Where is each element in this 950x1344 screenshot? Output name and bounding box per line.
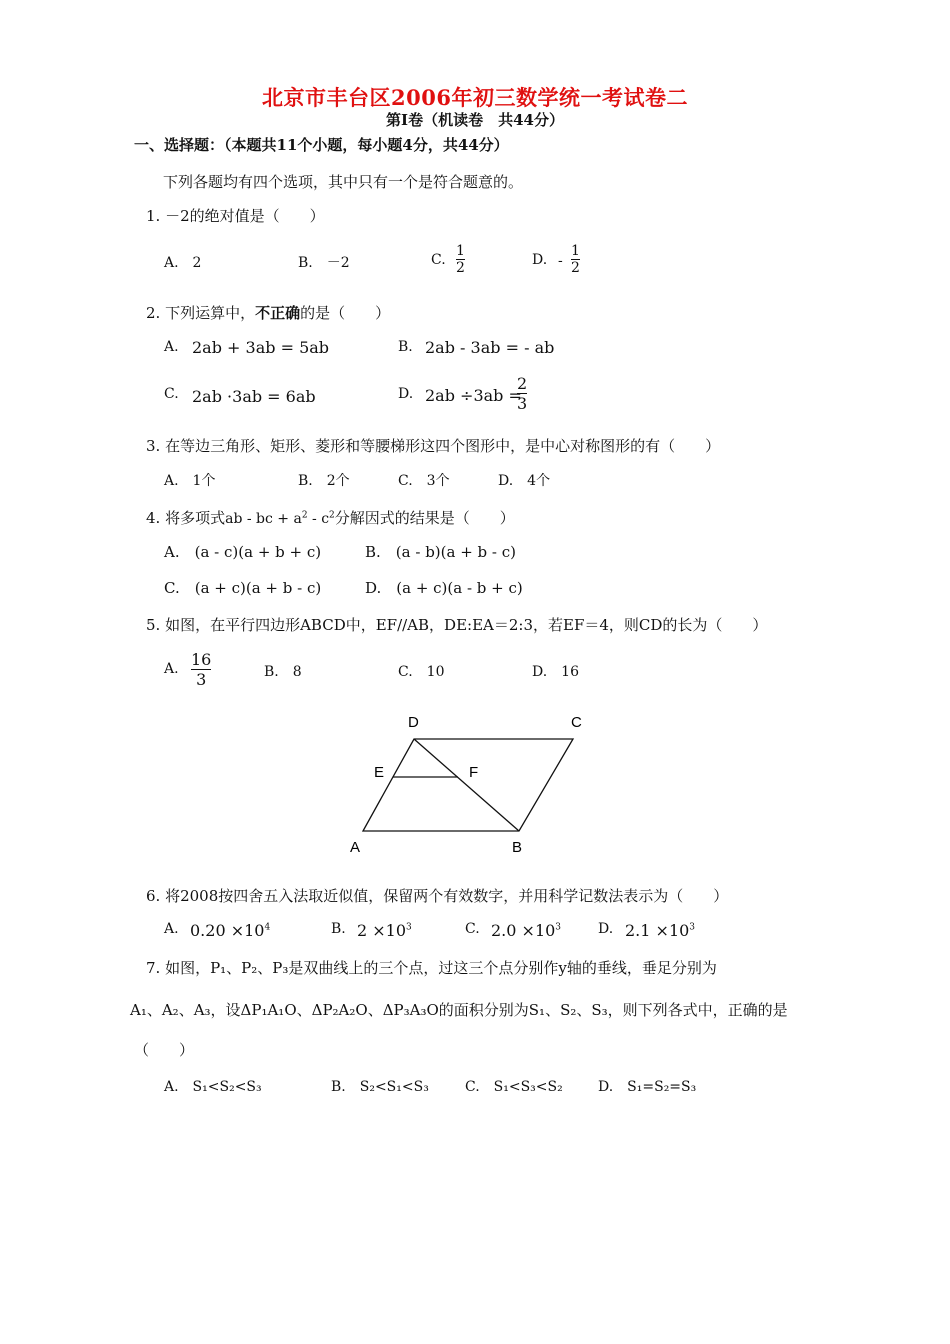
- q5-parallelogram-figure: [330, 700, 610, 870]
- q4-polynomial: ab - bc + $a^2 - c^2$: [225, 510, 335, 527]
- q7-stem-line3: （ ）: [134, 1041, 195, 1059]
- page-subtitle: 第Ⅰ卷（机读卷 共44分）: [386, 111, 564, 129]
- q5-stem: 5. 如图，在平行四边形ABCD中，EF//AB，DE:EA＝2:3，若EF＝4，则CD的长为（ ）: [146, 616, 768, 634]
- q4-option-b: B. (a - b)(a + b - c): [365, 543, 517, 561]
- q1-option-c-label: C.: [431, 252, 446, 268]
- fraction-numerator: 1: [456, 243, 465, 259]
- fraction-numerator: 1: [571, 243, 580, 259]
- q1-option-a: A. 2: [164, 255, 202, 271]
- q6-b-exponent: 3: [406, 922, 412, 933]
- q1-option-b: B. －2: [298, 255, 350, 271]
- q2-stem: [146, 302, 390, 323]
- q7-option-a: A. S₁<S₂<S₃: [164, 1079, 262, 1095]
- q6-option-d-label: D.: [598, 921, 614, 937]
- parallelogram-abcd: [363, 739, 573, 831]
- q5-option-c: C. 10: [398, 664, 445, 680]
- point-label-e: E: [374, 764, 385, 781]
- fraction-numerator: 16: [191, 650, 212, 669]
- fraction-denominator: 3: [196, 670, 207, 689]
- point-label-c: C: [571, 714, 582, 731]
- q6-a-base: 0.20 ×10: [190, 921, 265, 940]
- q6-option-c-expr: [491, 921, 561, 940]
- q6-option-b-label: B.: [331, 921, 346, 937]
- q3-option-a: A. 1个: [164, 473, 216, 489]
- q6-option-c-label: C.: [465, 921, 480, 937]
- q6-d-base: 2.1 ×10: [625, 921, 690, 940]
- q2-stem-pre: 2. 下列运算中，: [146, 304, 256, 322]
- q7-option-c: C. S₁<S₃<S₂: [465, 1079, 563, 1095]
- q6-stem: 6. 将2008按四舍五入法取近似值，保留两个有效数字，并用科学记数法表示为（ ）: [146, 887, 729, 905]
- fraction-denominator: 3: [517, 394, 528, 413]
- q6-d-exponent: 3: [689, 922, 696, 933]
- q3-stem: 3. 在等边三角形、矩形、菱形和等腰梯形这四个图形中，是中心对称图形的有（ ）: [146, 437, 721, 455]
- q2-option-b-label: B.: [398, 339, 413, 355]
- q6-option-b-expr: [357, 921, 412, 940]
- q1-option-d-fraction: [571, 243, 580, 276]
- q2-option-d-expr: 2ab ÷3ab =: [425, 386, 522, 405]
- q2-option-c-label: C.: [164, 386, 179, 402]
- point-label-d: D: [408, 714, 419, 731]
- q1-option-d-sign: -: [558, 253, 563, 269]
- q6-b-base: 2 ×10: [357, 921, 407, 940]
- q4-option-d: D. (a + c)(a - b + c): [365, 579, 523, 597]
- q6-a-exponent: 4: [264, 922, 271, 933]
- q2-option-a-expr: 2ab + 3ab = 5ab: [192, 338, 330, 357]
- q6-option-a-label: A.: [164, 921, 179, 937]
- q1-option-d-label: D.: [532, 252, 548, 268]
- q6-c-base: 2.0 ×10: [491, 921, 556, 940]
- q7-option-b: B. S₂<S₁<S₃: [331, 1079, 429, 1095]
- q2-option-c-expr: 2ab ·3ab = 6ab: [192, 387, 316, 406]
- q2-stem-post: 的是（ ）: [300, 304, 391, 322]
- page-title: 北京市丰台区2006年初三数学统一考试卷二: [262, 85, 688, 110]
- q5-option-d: D. 16: [532, 664, 579, 680]
- point-label-a: A: [350, 839, 361, 856]
- q6-c-exponent: 3: [555, 922, 562, 933]
- point-label-b: B: [512, 839, 523, 856]
- q3-option-d: D. 4个: [498, 473, 551, 489]
- fraction-numerator: 2: [517, 374, 528, 393]
- q5-option-a-fraction: [191, 650, 211, 689]
- q7-stem-line1: 7. 如图，P₁、P₂、P₃是双曲线上的三个点，过这三个点分别作y轴的垂线，垂足分别为: [146, 959, 717, 977]
- diagonal-db: [414, 739, 519, 831]
- q4-option-a: A. (a - c)(a + b + c): [164, 543, 322, 561]
- q4-option-c: C. (a + c)(a + b - c): [164, 579, 322, 597]
- q1-option-c-fraction: [456, 243, 465, 276]
- q6-option-a-expr: [190, 921, 270, 940]
- q2-option-b-expr: 2ab - 3ab = - ab: [425, 338, 555, 357]
- q2-option-d-fraction: [517, 374, 527, 413]
- q2-option-d-label: D.: [398, 386, 414, 402]
- q5-option-a-label: A.: [164, 661, 179, 677]
- q4-stem-post: 分解因式的结果是（ ）: [334, 509, 515, 527]
- q6-option-d-expr: [625, 921, 695, 940]
- q2-stem-emphasis: 不正确: [255, 304, 301, 322]
- q2-option-a-label: A.: [164, 339, 179, 355]
- q7-stem-line2: A₁、A₂、A₃，设ΔP₁A₁O、ΔP₂A₂O、ΔP₃A₃O的面积分别为S₁、S₂、S₃，则下列各式中，正确的是: [130, 1001, 788, 1019]
- section-intro: 下列各题均有四个选项，其中只有一个是符合题意的。: [163, 173, 524, 191]
- q5-option-b: B. 8: [264, 664, 302, 680]
- fraction-denominator: 2: [571, 260, 580, 276]
- q3-option-c: C. 3个: [398, 473, 450, 489]
- point-label-f: F: [469, 764, 479, 781]
- q3-option-b: B. 2个: [298, 473, 350, 489]
- q4-stem: [146, 507, 515, 528]
- section-heading: 一、选择题：（本题共11个小题，每小题4分，共44分）: [134, 136, 509, 154]
- q7-option-d: D. S₁=S₂=S₃: [598, 1079, 697, 1095]
- fraction-denominator: 2: [456, 260, 465, 276]
- q1-stem: 1. －2的绝对值是（ ）: [146, 207, 325, 225]
- q4-stem-pre: 4. 将多项式: [146, 509, 226, 527]
